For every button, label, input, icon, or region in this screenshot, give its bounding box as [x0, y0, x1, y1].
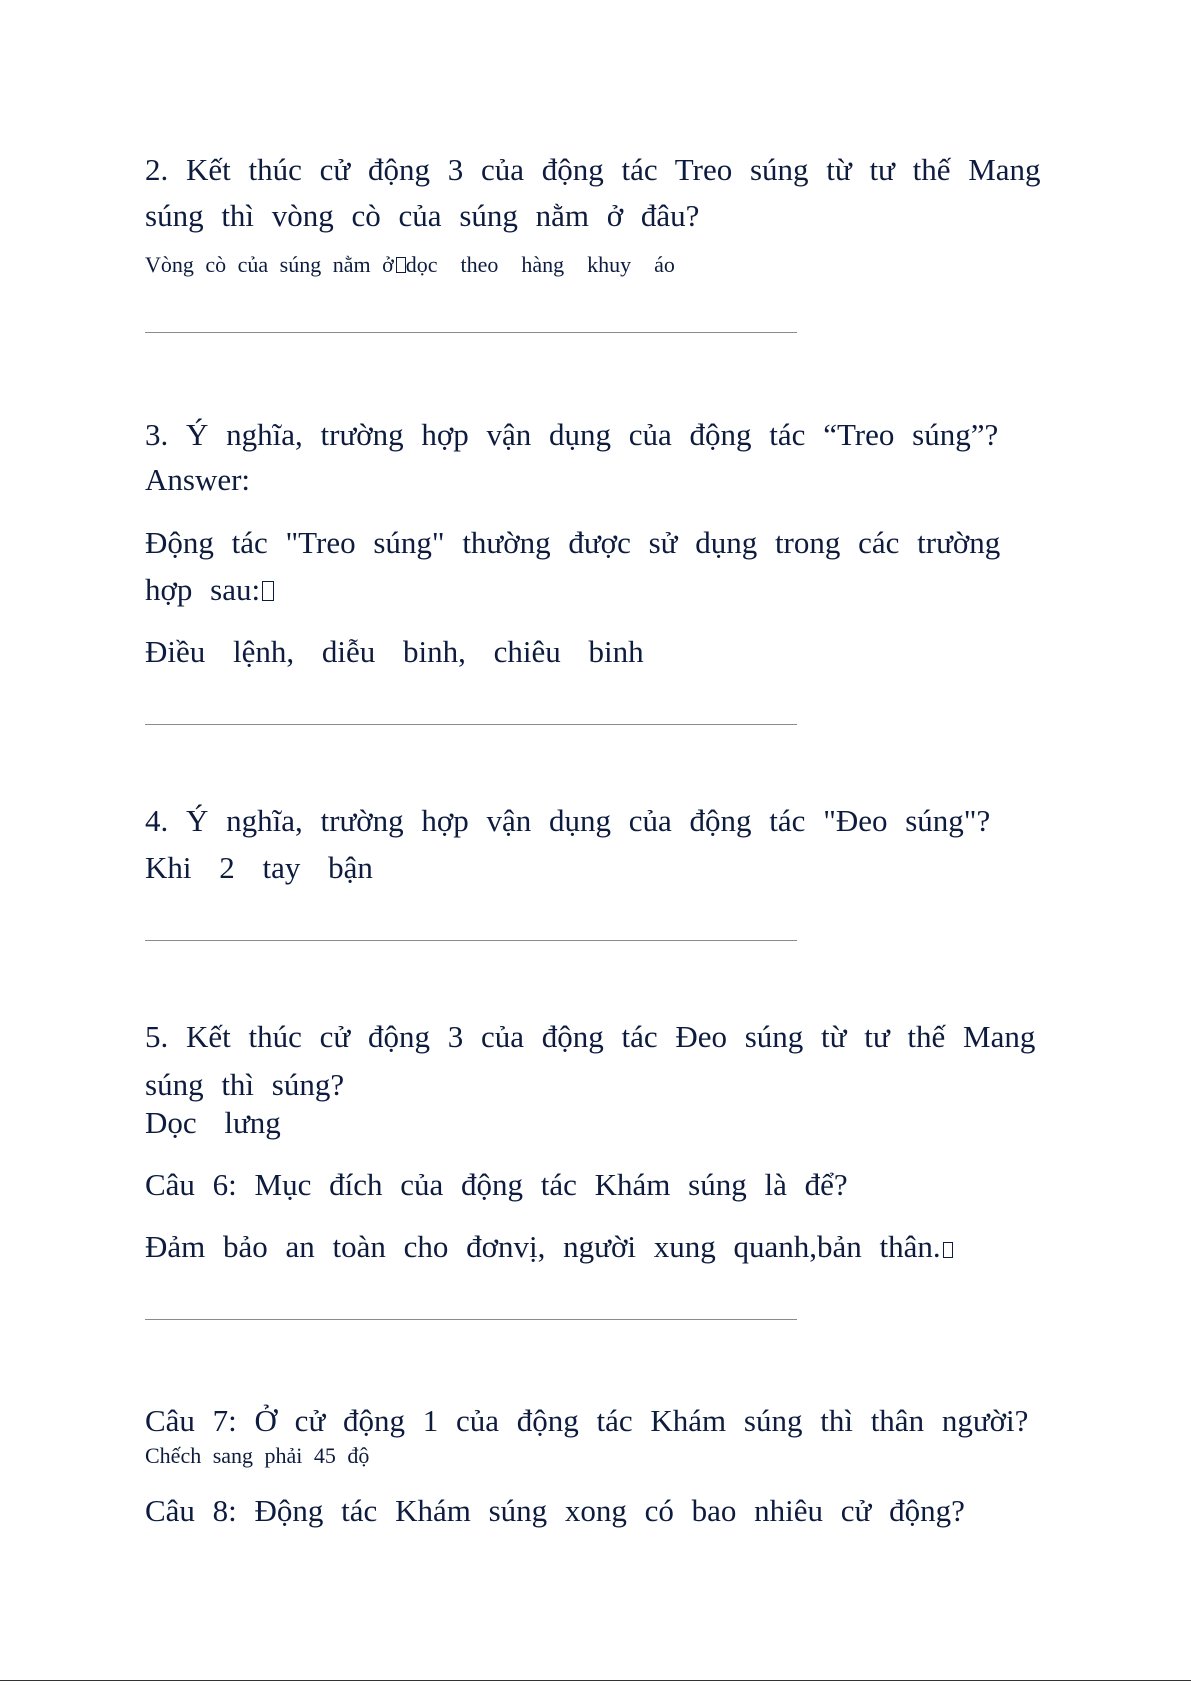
question-4-answer: Khi 2 tay bận [145, 850, 373, 885]
question-7-answer: Chếch sang phải 45 độ [145, 1443, 370, 1468]
divider-line [145, 332, 797, 333]
question-6-answer [145, 1229, 953, 1265]
page-bottom-edge [0, 1680, 1191, 1681]
question-3-body-line-2 [145, 572, 274, 608]
question-5-answer: Dọc lưng [145, 1105, 281, 1140]
question-3-line-1: 3. Ý nghĩa, trường hợp vận dụng của động tác “Treo súng”? [145, 417, 999, 452]
divider-line [145, 724, 797, 725]
missing-glyph-icon [943, 1242, 953, 1258]
divider-line [145, 940, 797, 941]
question-5-line-2: súng thì súng? [145, 1067, 345, 1102]
divider-line [145, 1319, 797, 1320]
question-7: Câu 7: Ở cử động 1 của động tác Khám súng thì thân người? [145, 1403, 1029, 1438]
question-3-answer: Điều lệnh, diễu binh, chiêu binh [145, 634, 644, 669]
question-2-answer-part-1: Vòng cò của súng nằm ở [145, 252, 394, 277]
question-4-line-1: 4. Ý nghĩa, trường hợp vận dụng của động tác "Đeo súng"? [145, 803, 991, 838]
question-2-line-1: 2. Kết thúc cử động 3 của động tác Treo súng từ tư thế Mang [145, 152, 1041, 187]
question-3-body-line-1: Động tác "Treo súng" thường được sử dụng trong các trường [145, 525, 1001, 560]
question-6: Câu 6: Mục đích của động tác Khám súng là để? [145, 1167, 848, 1202]
question-5-line-1: 5. Kết thúc cử động 3 của động tác Đeo súng từ tư thế Mang [145, 1019, 1036, 1054]
question-8: Câu 8: Động tác Khám súng xong có bao nhiêu cử động? [145, 1493, 965, 1528]
question-3-answer-label: Answer: [145, 462, 251, 497]
question-2-answer-part-2: dọc theo hàng khuy áo [405, 252, 675, 277]
question-2-answer [145, 252, 675, 278]
question-3-body-line-2-text: hợp sau: [145, 572, 261, 607]
missing-glyph-icon [396, 257, 406, 273]
question-6-answer-text: Đảm bảo an toàn cho đơnvị, người xung quanh,bản thân. [145, 1229, 941, 1264]
missing-glyph-icon [262, 581, 274, 601]
question-2-line-2: súng thì vòng cò của súng nằm ở đâu? [145, 198, 700, 233]
